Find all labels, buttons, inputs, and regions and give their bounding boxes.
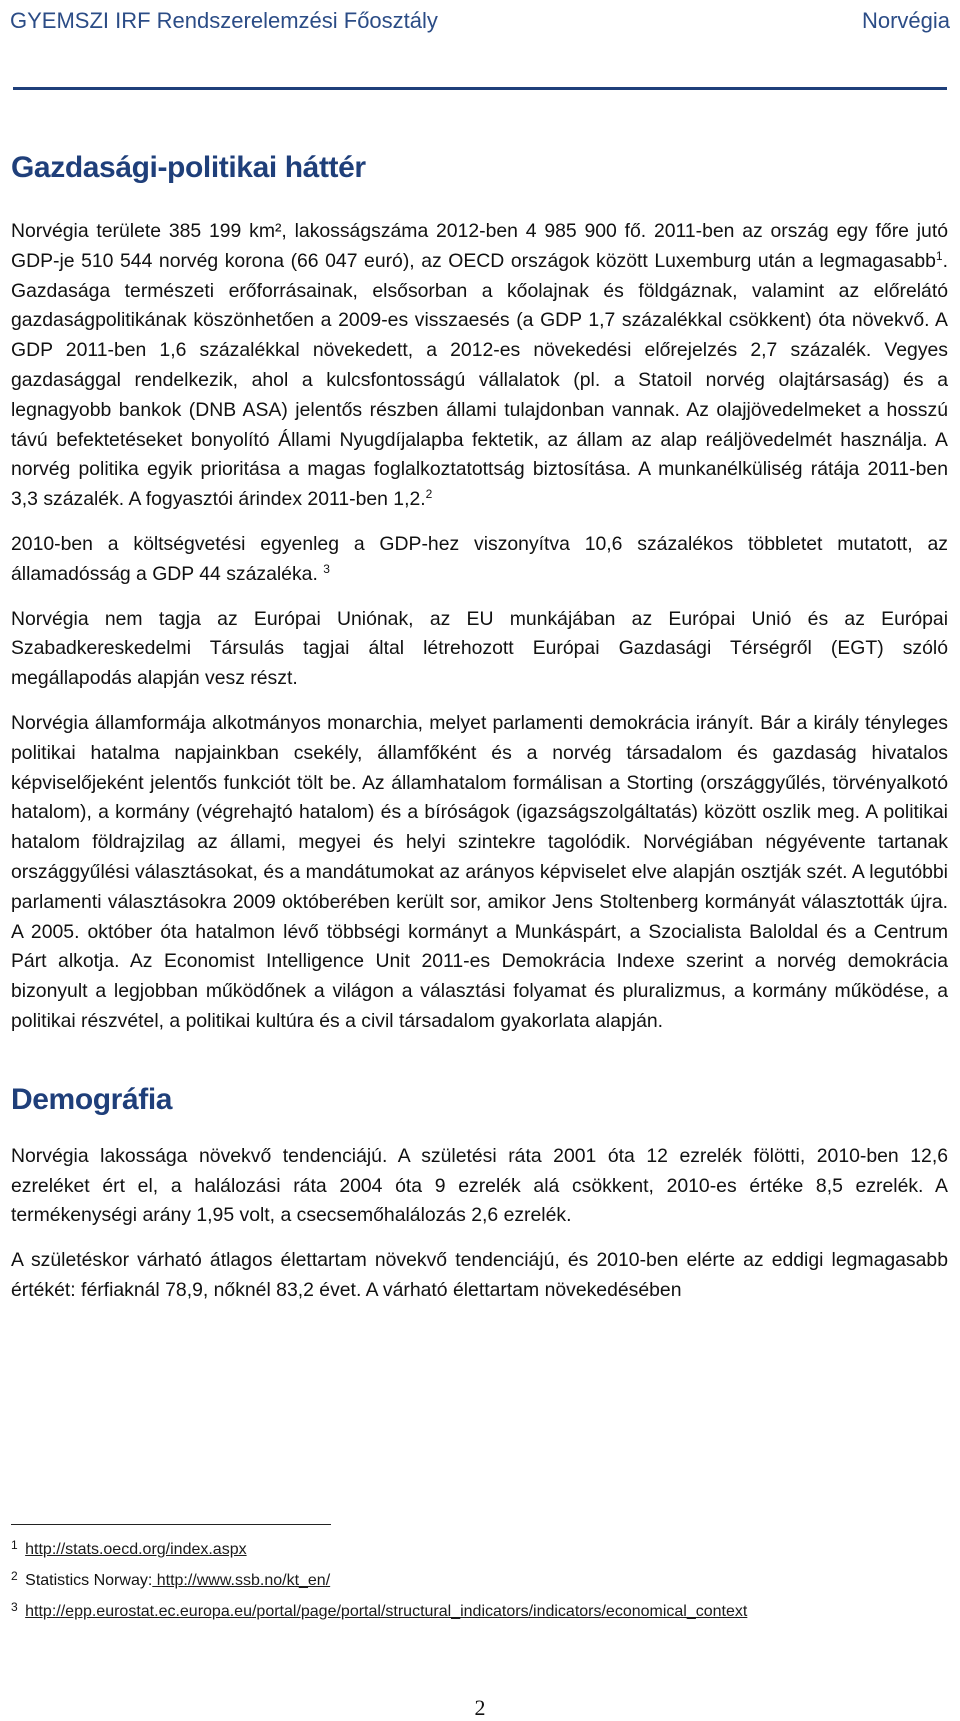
footnote-1 — [11, 1534, 948, 1565]
footnote-number: 2 — [11, 1569, 18, 1583]
header-rule — [13, 87, 947, 90]
footnote-ref-1[interactable]: 1 — [935, 248, 943, 263]
paragraph-gazdasag-4: Norvégia államformája alkotmányos monarchia, melyet parlamenti demokrácia irányít. Bár a király tényleges politikai hatalma napjainkban csekély, államfőként és a norvég társadalom és gazdaság hivatalos képviselőjeként jelentős funkciót tölt be. Az államhatalom formálisan a Storting (országgyűlés, törvényalkotó hatalom), a kormány (végrehajtó hatalom) és a bíróságok (igazságszolgáltatás) között oszlik meg. A politikai hatalom földrajzilag az állami, megyei és helyi szintekre tagolódik. Norvégiában négyévente tartanak országgyűlési választásokat, és a mandátumokat az arányos képviselet elve alapján osztják szét. A legutóbbi parlamenti választásokra 2009 októberében került sor, amikor Jens Stoltenberg kormányát választották újra. A 2005. október óta hatalmon lévő többségi kormányt a Munkáspárt, a Szocialista Baloldal és a Centrum Párt alkotja. Az Economist Intelligence Unit 2011-es Demokrácia Indexe szerint a norvég demokrácia bizonyult a legjobban működőnek a világon a választási folyamat és pluralizmus, a kormány működése, a politikai részvétel, a politikai kultúra és a civil társadalom gyakorlata alapján. — [11, 711, 948, 1032]
page-header — [10, 4, 950, 38]
section-title-demografia: Demográfia — [11, 1082, 173, 1116]
footnotes — [11, 1534, 948, 1627]
footnote-3 — [11, 1596, 948, 1627]
footnote-link[interactable]: http://stats.oecd.org/index.aspx — [25, 1541, 247, 1558]
paragraph-gazdasag-2 — [11, 530, 948, 590]
paragraph-demografia-2: A születéskor várható átlagos élettartam növekvő tendenciájú, és 2010-ben elérte az eddigi legmagasabb értékét: férfiaknál 78,9, nőknél 83,2 évet. A várható élettartam növekedésében — [11, 1249, 948, 1301]
paragraph-gazdasag-3: Norvégia nem tagja az Európai Uniónak, az EU munkájában az Európai Unió és az Európai Szabadkereskedelmi Társulás tagjai által létrehozott Európai Gazdasági Térségről (EGT) szóló megállapodás alapján vesz részt. — [11, 607, 948, 690]
footnote-link[interactable]: http://www.ssb.no/kt_en/ — [152, 1572, 331, 1589]
footnote-text: Statistics Norway: — [25, 1572, 153, 1589]
page-number: 2 — [474, 1695, 486, 1720]
footnote-number: 1 — [11, 1538, 18, 1552]
paragraph-text: . Gazdasága természeti erőforrásainak, elsősorban a kőolajnak és földgáznak, valamint az előrelátó gazdaságpolitikának köszönhetően a 2009-es visszaesés (a GDP 1,7 százalékkal csökkent) óta növekvő. A GDP 2011-ben 1,6 százalékkal növekedett, a 2012-es növekedési előrejelzés 2,7 százalék. Vegyes gazdasággal rendelkezik, ahol a kulcsfontosságú vállalatok (pl. a Statoil norvég olajtársaság) és a legnagyobb bankok (DNB ASA) jelentős részben állami tulajdonban vannak. Az olajjövedelmeket a hosszú távú befektetéseket bonyolító Állami Nyugdíjalapba fektetik, az állam az alap reáljövedelmét használja. A norvég politika egyik prioritása a magas foglalkoztatottság biztosítása. A munkanélküliség rátája 2011-ben 3,3 százalék. A fogyasztói árindex 2011-ben 1,2. — [11, 249, 948, 511]
footnote-link[interactable]: http://epp.eurostat.ec.europa.eu/portal/page/portal/structural_indicators/indicators/economical_context — [25, 1603, 748, 1620]
document-body — [11, 151, 948, 1321]
footnote-separator — [11, 1524, 331, 1525]
paragraph-text: Norvégia területe 385 199 km², lakosságszáma 2012-ben 4 985 900 fő. 2011-ben az ország egy főre jutó GDP-je 510 544 norvég korona (66 047 euró), az OECD országok között Luxemburg után a legmagasabb — [11, 220, 948, 272]
paragraph-gazdasag-1 — [11, 217, 948, 515]
footnote-2 — [11, 1565, 948, 1596]
footnote-ref-3[interactable]: 3 — [323, 561, 330, 576]
footnote-ref-2[interactable]: 2 — [425, 487, 433, 502]
header-organization: GYEMSZI IRF Rendszerelemzési Főosztály — [10, 8, 438, 33]
header-country: Norvégia — [861, 8, 950, 33]
paragraph-demografia-1: Norvégia lakossága növekvő tendenciájú. A születési ráta 2001 óta 12 ezrelék fölötti, 2010-ben 12,6 ezreléket ért el, a halálozási ráta 2004 óta 9 ezrelék alá csökkent, 2010-es értéke 8,5 ezrelék. A termékenységi arány 1,95 volt, a csecsemőhalálozás 2,6 ezrelék. — [11, 1144, 948, 1227]
paragraph-text: 2010-ben a költségvetési egyenleg a GDP-hez viszonyítva 10,6 százalékos többletet mutatott, az államadósság a GDP 44 százaléka. — [11, 532, 948, 585]
footnote-number: 3 — [11, 1600, 18, 1614]
section-title-gazdasag: Gazdasági-politikai háttér — [11, 151, 366, 184]
